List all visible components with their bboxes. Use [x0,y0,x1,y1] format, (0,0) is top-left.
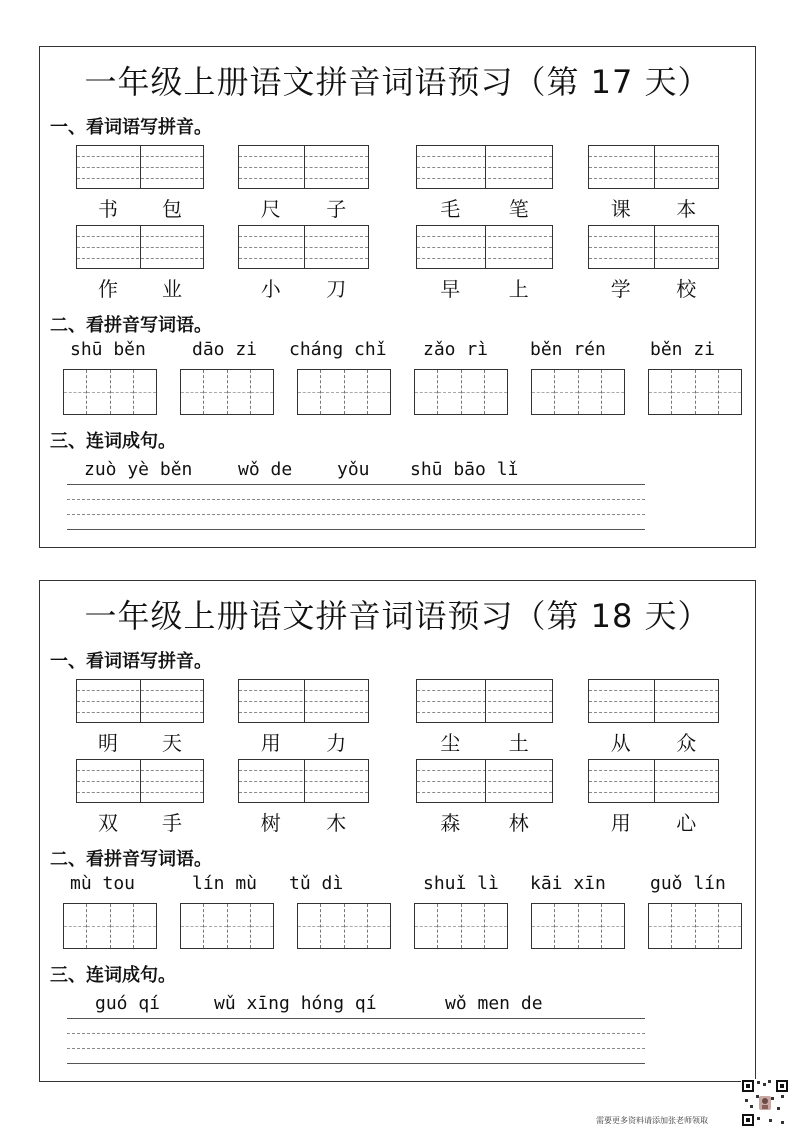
character-cell[interactable] [134,370,156,414]
character-cell[interactable] [602,370,624,414]
pinyin-writing-box[interactable] [588,225,719,269]
guide-line [719,392,741,393]
writing-line[interactable] [67,499,645,500]
guide-line [321,392,343,393]
cell-divider [654,226,655,268]
guide-line [204,392,226,393]
writing-line[interactable] [67,514,645,515]
word-chip: shū bāo lǐ [410,459,519,480]
cell-divider [304,226,305,268]
guide-line [415,926,437,927]
pinyin-writing-box[interactable] [416,759,553,803]
word-chip: guó qí [95,993,161,1014]
character-cell[interactable] [649,904,672,948]
character-cell[interactable] [555,904,578,948]
character-cell[interactable] [251,904,273,948]
guide-line [532,926,554,927]
word-character: 众 [676,731,697,755]
guide-line [438,392,460,393]
writing-line[interactable] [67,1048,645,1049]
character-writing-box[interactable] [180,903,274,949]
word-character: 业 [162,277,182,301]
guide-line [345,926,367,927]
pinyin-writing-box[interactable] [238,759,369,803]
guide-line [368,926,390,927]
character-cell[interactable] [87,904,110,948]
guide-line [649,926,671,927]
guide-line [579,926,601,927]
word-chip: yǒu [337,459,370,480]
character-cell[interactable] [64,370,87,414]
section-heading: 二、看拼音写词语。 [50,315,212,336]
pinyin-writing-box[interactable] [416,225,553,269]
section-heading: 三、连词成句。 [50,431,176,452]
guide-line [485,926,507,927]
word-character: 尘 [440,731,461,755]
character-cell[interactable] [64,904,87,948]
word-character: 林 [508,811,529,835]
character-cell[interactable] [415,370,438,414]
character-cell[interactable] [462,904,485,948]
cell-divider [654,760,655,802]
writing-line[interactable] [67,1063,645,1064]
pinyin-prompt: dāo zi [192,339,258,360]
footer-divider [39,1081,592,1082]
character-cell[interactable] [672,904,695,948]
character-cell[interactable] [298,904,321,948]
word-character: 天 [162,731,182,755]
guide-line [579,392,601,393]
guide-line [181,392,203,393]
word-character: 刀 [326,277,347,301]
character-writing-box[interactable] [414,903,508,949]
character-cell[interactable] [204,370,227,414]
pinyin-prompt: cháng chǐ [289,339,387,360]
word-chip: zuò yè běn [84,459,193,480]
page-title: 一年级上册语文拼音词语预习（第 17 天） [84,63,711,101]
writing-line[interactable] [67,1033,645,1034]
character-cell[interactable] [462,370,485,414]
character-writing-box[interactable] [531,369,625,415]
cell-divider [304,760,305,802]
cell-divider [485,760,486,802]
character-cell[interactable] [321,370,344,414]
guide-line [368,392,390,393]
guide-line [438,926,460,927]
pinyin-writing-box[interactable] [76,145,204,189]
pinyin-writing-box[interactable] [238,679,369,723]
character-cell[interactable] [438,904,461,948]
guide-line [134,926,156,927]
character-writing-box[interactable] [63,903,157,949]
pinyin-writing-box[interactable] [238,145,369,189]
guide-line [251,926,273,927]
character-cell[interactable] [345,904,368,948]
character-cell[interactable] [415,904,438,948]
word-character: 毛 [440,197,461,221]
word-character: 木 [326,811,347,835]
character-cell[interactable] [181,904,204,948]
guide-line [251,392,273,393]
guide-line [602,926,624,927]
worksheet-day-18 [39,580,756,1082]
writing-line[interactable] [67,484,645,485]
character-cell[interactable] [181,370,204,414]
word-character: 本 [676,197,697,221]
pinyin-writing-box[interactable] [76,225,204,269]
guide-line [415,392,437,393]
guide-line [111,926,133,927]
cell-divider [140,226,141,268]
character-cell[interactable] [602,904,624,948]
section-heading: 二、看拼音写词语。 [50,849,212,870]
guide-line [111,392,133,393]
character-cell[interactable] [368,370,390,414]
guide-line [64,392,86,393]
character-writing-box[interactable] [648,369,742,415]
word-character: 子 [326,197,347,221]
character-cell[interactable] [696,370,719,414]
writing-line[interactable] [67,1018,645,1019]
pinyin-writing-box[interactable] [588,679,719,723]
character-cell[interactable] [696,904,719,948]
guide-line [345,392,367,393]
pinyin-writing-box[interactable] [588,759,719,803]
character-cell[interactable] [485,904,507,948]
character-cell[interactable] [555,370,578,414]
guide-line [555,392,577,393]
word-character: 用 [260,731,281,755]
page-title: 一年级上册语文拼音词语预习（第 18 天） [84,597,711,635]
pinyin-writing-box[interactable] [588,145,719,189]
word-character: 明 [98,731,118,755]
character-cell[interactable] [251,370,273,414]
character-cell[interactable] [345,370,368,414]
guide-line [204,926,226,927]
character-cell[interactable] [719,370,741,414]
word-character: 尺 [260,197,281,221]
character-cell[interactable] [111,904,134,948]
word-character: 笔 [508,197,529,221]
pinyin-writing-box[interactable] [416,679,553,723]
guide-line [555,926,577,927]
guide-line [228,392,250,393]
guide-line [672,392,694,393]
character-cell[interactable] [719,904,741,948]
pinyin-prompt: běn rén [530,339,606,360]
word-character: 土 [508,731,529,755]
pinyin-prompt: mù tou [70,873,136,894]
character-cell[interactable] [649,370,672,414]
cell-divider [304,146,305,188]
cell-divider [654,680,655,722]
word-character: 双 [98,811,118,835]
word-character: 包 [162,197,182,221]
cell-divider [485,226,486,268]
word-character: 书 [98,197,118,221]
character-writing-box[interactable] [297,369,391,415]
cell-divider [654,146,655,188]
character-cell[interactable] [532,904,555,948]
character-writing-box[interactable] [297,903,391,949]
cell-divider [140,680,141,722]
pinyin-prompt: shū běn [70,339,146,360]
writing-line[interactable] [67,529,645,530]
guide-line [181,926,203,927]
guide-line [602,392,624,393]
pinyin-writing-box[interactable] [76,679,204,723]
footer-note: 需要更多资料请添加张老师领取 [596,1116,708,1125]
pinyin-prompt: kāi xīn [530,873,606,894]
word-character: 上 [508,277,529,301]
word-character: 手 [162,811,182,835]
guide-line [649,392,671,393]
word-character: 早 [440,277,461,301]
word-character: 从 [610,731,631,755]
guide-line [696,926,718,927]
section-heading: 一、看词语写拼音。 [50,117,212,138]
word-character: 小 [260,277,281,301]
word-chip: wǒ de [238,459,293,480]
character-cell[interactable] [368,904,390,948]
pinyin-prompt: běn zi [650,339,716,360]
character-cell[interactable] [204,904,227,948]
pinyin-writing-box[interactable] [238,225,369,269]
worksheet-day-17 [39,46,756,548]
guide-line [298,926,320,927]
character-cell[interactable] [321,904,344,948]
character-cell[interactable] [134,904,156,948]
guide-line [228,926,250,927]
character-cell[interactable] [438,370,461,414]
word-character: 用 [610,811,631,835]
character-writing-box[interactable] [63,369,157,415]
guide-line [696,392,718,393]
character-cell[interactable] [579,904,602,948]
word-character: 森 [440,811,461,835]
word-character: 校 [676,277,697,301]
cell-divider [485,146,486,188]
word-character: 心 [676,811,697,835]
guide-line [321,926,343,927]
qr-code-icon [741,1079,789,1127]
character-writing-box[interactable] [531,903,625,949]
word-character: 力 [326,731,347,755]
character-writing-box[interactable] [414,369,508,415]
character-cell[interactable] [111,370,134,414]
character-cell[interactable] [228,904,251,948]
pinyin-prompt: shuǐ lì [423,873,499,894]
word-character: 学 [610,277,631,301]
word-chip: wǔ xīng hóng qí [214,993,377,1014]
character-cell[interactable] [579,370,602,414]
cell-divider [140,760,141,802]
pinyin-prompt: guǒ lín [650,873,726,894]
section-heading: 三、连词成句。 [50,965,176,986]
guide-line [719,926,741,927]
word-character: 树 [260,811,281,835]
guide-line [298,392,320,393]
character-cell[interactable] [298,370,321,414]
guide-line [87,926,109,927]
character-cell[interactable] [672,370,695,414]
pinyin-prompt: tǔ dì [289,873,344,894]
cell-divider [140,146,141,188]
cell-divider [304,680,305,722]
pinyin-writing-box[interactable] [416,145,553,189]
guide-line [462,392,484,393]
pinyin-writing-box[interactable] [76,759,204,803]
pinyin-prompt: lín mù [192,873,258,894]
guide-line [64,926,86,927]
guide-line [485,392,507,393]
character-cell[interactable] [228,370,251,414]
word-chip: wǒ men de [445,993,543,1014]
character-writing-box[interactable] [648,903,742,949]
cell-divider [485,680,486,722]
guide-line [532,392,554,393]
guide-line [87,392,109,393]
character-cell[interactable] [485,370,507,414]
guide-line [672,926,694,927]
pinyin-prompt: zǎo rì [423,339,489,360]
character-writing-box[interactable] [180,369,274,415]
word-character: 作 [98,277,118,301]
section-heading: 一、看词语写拼音。 [50,651,212,672]
character-cell[interactable] [87,370,110,414]
character-cell[interactable] [532,370,555,414]
guide-line [134,392,156,393]
word-character: 课 [610,197,631,221]
guide-line [462,926,484,927]
